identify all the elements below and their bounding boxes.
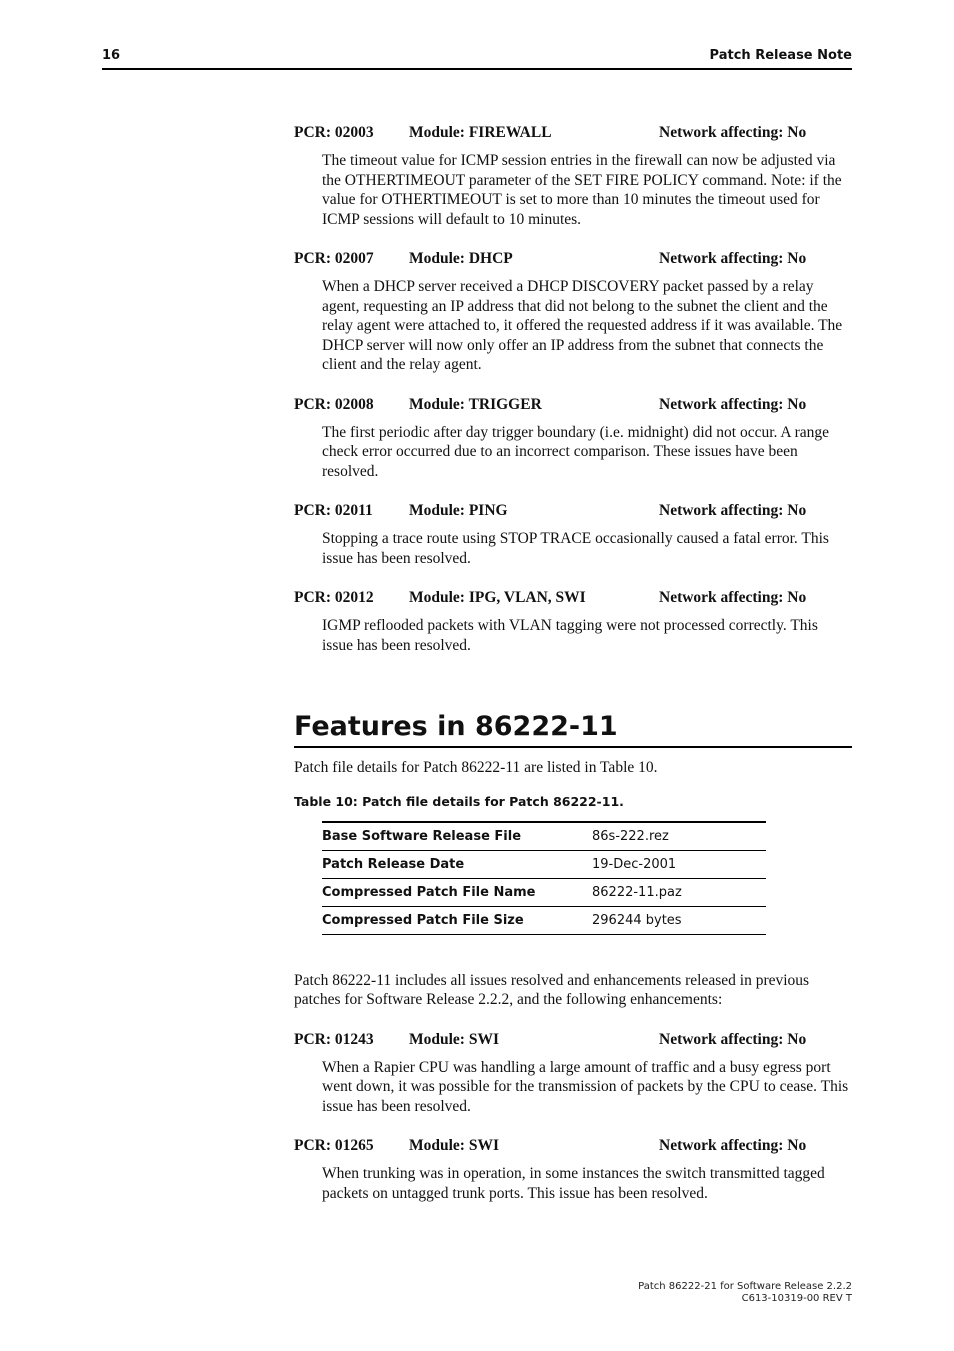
table-label: Patch Release Date xyxy=(322,850,592,878)
pcr-description: Stopping a trace route using STOP TRACE occasionally caused a fatal error. This issue has been resolved. xyxy=(322,530,829,567)
table-value: 86222-11.paz xyxy=(592,878,766,906)
pcr-entry xyxy=(294,1030,852,1117)
pcr-id: PCR: 01265 xyxy=(294,1137,374,1154)
table-row xyxy=(322,822,766,851)
pcr-heading xyxy=(294,501,852,521)
page-number: 16 xyxy=(102,48,121,63)
pcr-entry xyxy=(294,395,852,482)
pcr-id: PCR: 02003 xyxy=(294,124,374,141)
pcr-heading xyxy=(294,395,852,415)
pcr-network-affecting: Network affecting: No xyxy=(659,250,807,267)
pcr-network-affecting: Network affecting: No xyxy=(659,395,807,413)
table-caption: Table 10: Patch file details for Patch 86222-11. xyxy=(294,793,624,809)
table-value: 19-Dec-2001 xyxy=(592,850,766,878)
table-label: Compressed Patch File Name xyxy=(322,878,592,906)
section-intro: Patch file details for Patch 86222-11 are listed in Table 10. xyxy=(294,759,658,776)
pcr-heading xyxy=(294,249,852,269)
pcr-module: Module: TRIGGER xyxy=(409,395,542,413)
pcr-id: PCR: 01243 xyxy=(294,1030,374,1048)
section-title: Features in 86222-11 xyxy=(294,710,852,748)
pcr-entry xyxy=(294,501,852,568)
pcr-module: Module: FIREWALL xyxy=(409,124,552,141)
pcr-heading xyxy=(294,588,852,608)
pcr-module: Module: IPG, VLAN, SWI xyxy=(409,589,586,606)
pcr-description: When a Rapier CPU was handling a large amount of traffic and a busy egress port went down, it was possible for the transmission of packets by the CPU to cease. This issue has been resolved. xyxy=(322,1058,849,1115)
page-footer xyxy=(638,1281,852,1305)
pcr-network-affecting: Network affecting: No xyxy=(659,502,807,519)
pcr-description: The timeout value for ICMP session entries in the firewall can now be adjusted via the OTHERTIMEOUT parameter of the SET FIRE POLICY command. Note: if the value for OTHERTIMEOUT is set to more than 10 minutes the timeout used for ICMP sessions will default to 10 minutes. xyxy=(322,152,842,228)
footer-line: Patch 86222-21 for Software Release 2.2.2 xyxy=(638,1281,852,1292)
pcr-heading xyxy=(294,1136,852,1156)
pcr-module: Module: SWI xyxy=(409,1030,499,1048)
footer-line: C613-10319-00 REV T xyxy=(741,1293,852,1304)
table-row xyxy=(322,850,766,878)
pcr-network-affecting: Network affecting: No xyxy=(659,1030,807,1048)
pcr-description: When trunking was in operation, in some instances the switch transmitted tagged packets on untagged trunk ports. This issue has been resolved. xyxy=(322,1165,825,1202)
table-value: 296244 bytes xyxy=(592,906,766,934)
header-title: Patch Release Note xyxy=(709,48,852,63)
pcr-entry xyxy=(294,588,852,655)
pcr-entry xyxy=(294,1136,852,1203)
pcr-entry xyxy=(294,123,852,229)
table-row xyxy=(322,878,766,906)
pcr-module: Module: DHCP xyxy=(409,250,513,267)
pcr-description: When a DHCP server received a DHCP DISCOVERY packet passed by a relay agent, requesting an IP address that did not belong to the subnet the client and the relay agent were attached to, it offered the requested address if it was available. The DHCP server will now only offer an IP address from the subnet that connects the client and the relay agent. xyxy=(322,278,843,373)
main-content xyxy=(294,123,852,1203)
table-label: Compressed Patch File Size xyxy=(322,906,592,934)
pcr-id: PCR: 02008 xyxy=(294,395,374,413)
pcr-id: PCR: 02012 xyxy=(294,589,374,606)
pcr-network-affecting: Network affecting: No xyxy=(659,589,807,606)
pcr-module: Module: PING xyxy=(409,502,508,519)
pcr-heading xyxy=(294,123,852,143)
pcr-description: IGMP reflooded packets with VLAN tagging were not processed correctly. This issue has been resolved. xyxy=(322,617,818,654)
table-label: Base Software Release File xyxy=(322,822,592,851)
pcr-network-affecting: Network affecting: No xyxy=(659,124,807,141)
pcr-entry xyxy=(294,249,852,375)
pcr-id: PCR: 02011 xyxy=(294,502,373,519)
pcr-id: PCR: 02007 xyxy=(294,250,374,267)
pcr-description: The first periodic after day trigger boundary (i.e. midnight) did not occur. A range check error occurred due to an incorrect comparison. These issues have been resolved. xyxy=(322,423,830,480)
pcr-network-affecting: Network affecting: No xyxy=(659,1137,807,1154)
pcr-module: Module: SWI xyxy=(409,1137,499,1154)
page-header xyxy=(102,48,852,70)
table-value: 86s-222.rez xyxy=(592,822,766,851)
enhancements-intro: Patch 86222-11 includes all issues resolved and enhancements released in previous patches for Software Release 2.2.2, and the following enhancements: xyxy=(294,971,810,1008)
patch-details-table xyxy=(322,821,766,935)
pcr-heading xyxy=(294,1030,852,1050)
table-row xyxy=(322,906,766,934)
